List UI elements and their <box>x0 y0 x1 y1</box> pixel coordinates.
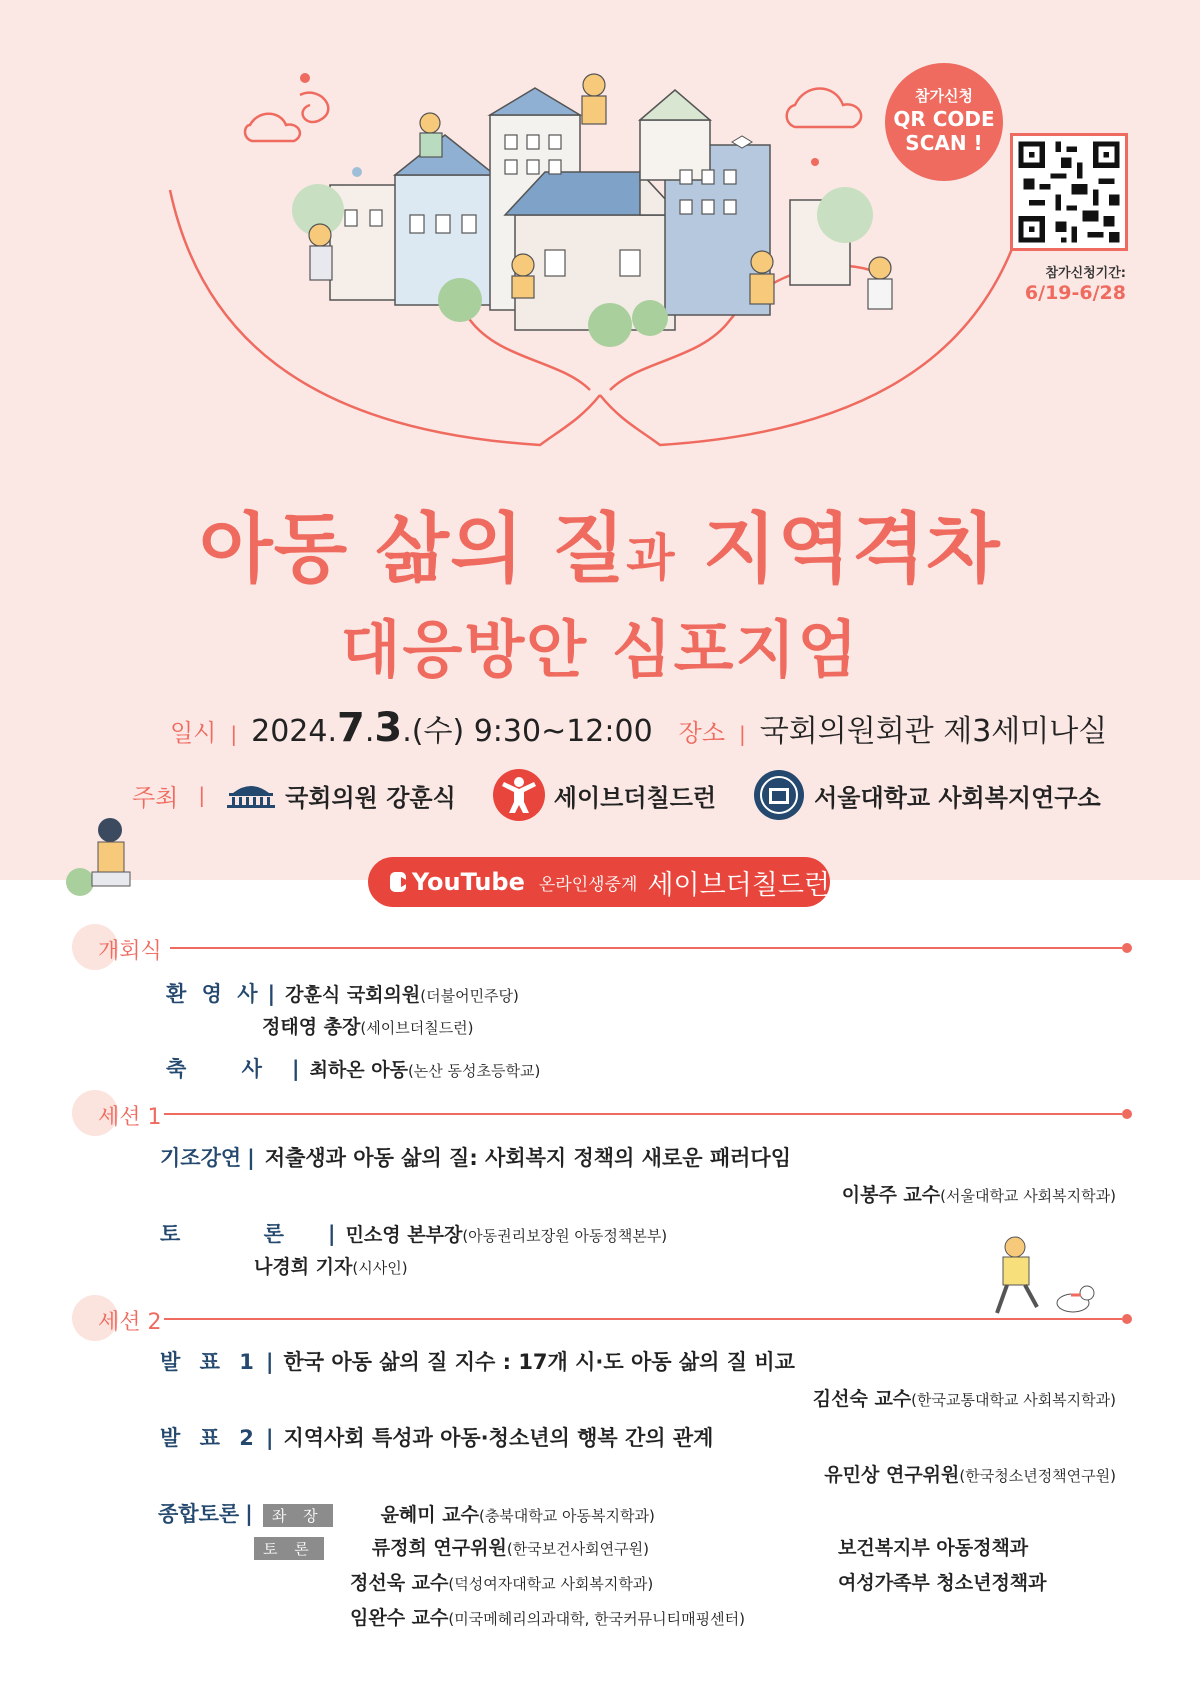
presenter-2-name: 유민상 연구위원 <box>824 1464 960 1486</box>
discussant-2-affiliation: (시사인) <box>352 1259 408 1277</box>
chair-name: 윤혜미 교수 <box>380 1504 479 1526</box>
host-org-2: 세이브더칠드런 <box>553 783 717 812</box>
national-assembly-icon <box>225 781 277 809</box>
section-line-end <box>1122 1109 1132 1119</box>
keynote-topic: 저출생과 아동 삶의 질: 사회복지 정책의 새로운 패러다임 <box>264 1146 791 1170</box>
panelist-2-name: 정선욱 교수 <box>350 1572 449 1594</box>
title-part-a: 아동 삶의 질 <box>199 504 627 593</box>
presentation-2-row <box>160 1422 713 1452</box>
section-line-end <box>1122 1314 1132 1324</box>
qr-code[interactable] <box>1010 133 1128 251</box>
badge-line-1: 참가신청 <box>915 87 973 105</box>
qr-code-pattern <box>1013 136 1125 248</box>
divider-bar: | <box>739 722 746 746</box>
presentation-1-speaker <box>813 1384 1116 1411</box>
congrats-row <box>166 1053 540 1083</box>
congrats-key: 축 사 <box>166 1057 286 1081</box>
youtube-wordmark: YouTube <box>411 868 525 896</box>
panel-key: 종합토론 <box>158 1502 240 1526</box>
event-info-line <box>170 705 1107 749</box>
date-month: 7 <box>337 705 365 751</box>
sitting-child-illustration <box>62 812 142 902</box>
presentation-2-topic: 지역사회 특성과 아동·청소년의 행복 간의 관계 <box>283 1426 714 1450</box>
key-separator: | <box>267 982 276 1006</box>
date-label: 일시 <box>170 719 217 747</box>
youtube-live-banner[interactable] <box>368 857 830 907</box>
title-part-c: 지역격차 <box>675 504 1001 593</box>
place-value: 국회의원회관 제3세미나실 <box>759 714 1108 749</box>
panel-chair-row <box>158 1498 655 1528</box>
hosts-line <box>132 770 1101 820</box>
keynote-row <box>160 1142 791 1172</box>
presentation-1-row <box>160 1346 795 1376</box>
key-separator: | <box>291 1057 300 1081</box>
panelist-3-affiliation: (미국메헤리의과대학, 한국커뮤니티매핑센터) <box>448 1610 745 1628</box>
panelist-1-affiliation: (한국보건사회연구원) <box>506 1540 649 1558</box>
date-rest: .(수) 9:30~12:00 <box>402 714 653 749</box>
key-separator: | <box>327 1222 336 1246</box>
place-label: 장소 <box>678 719 726 747</box>
welcome-row-1 <box>166 978 519 1008</box>
welcome-row-2 <box>262 1012 474 1039</box>
key-separator: | <box>265 1426 274 1450</box>
presenter-1-affiliation: (한국교통대학교 사회복지학과) <box>911 1391 1116 1409</box>
section-line <box>164 1318 1122 1320</box>
section-title: 세션 2 <box>98 1310 162 1335</box>
welcome-2-name: 정태영 총장 <box>262 1016 361 1038</box>
qr-signup-badge <box>885 63 1003 181</box>
discussant-2-name: 나경희 기자 <box>254 1256 353 1278</box>
title-part-b: 과 <box>626 529 676 587</box>
panelist-1-name: 류정희 연구위원 <box>371 1537 507 1559</box>
date-day: 3 <box>374 705 403 751</box>
government-panelist-1: 보건복지부 아동정책과 <box>838 1537 1029 1559</box>
section-2-header <box>72 1295 1132 1341</box>
welcome-2-affiliation: (세이브더칠드런) <box>360 1019 474 1037</box>
presentation-2-speaker <box>824 1460 1116 1487</box>
welcome-key: 환 영 사 <box>166 982 262 1006</box>
badge-line-2: QR CODE <box>893 107 995 131</box>
chair-affiliation: (충북대학교 아동복지학과) <box>478 1507 655 1525</box>
key-separator: | <box>245 1502 253 1526</box>
presentation-2-key: 발 표 2 <box>160 1426 260 1450</box>
hosts-label: 주최 <box>132 783 179 812</box>
panelist-row-1 <box>254 1533 649 1560</box>
discussion-key: 토 론 <box>160 1222 322 1246</box>
key-separator: | <box>247 1146 255 1170</box>
discussion-row-1 <box>160 1218 667 1248</box>
panelist-3-name: 임완수 교수 <box>350 1607 449 1629</box>
keynote-key: 기조강연 <box>160 1146 242 1170</box>
panelist-2-affiliation: (덕성여자대학교 사회복지학과) <box>448 1575 654 1593</box>
section-opening-header <box>72 924 1132 970</box>
signup-period: 6/19-6/28 <box>1024 282 1126 304</box>
date-dot: . <box>364 714 375 749</box>
keynote-speaker <box>842 1180 1116 1207</box>
discussant-1-affiliation: (아동권리보장원 아동정책본부) <box>462 1227 668 1245</box>
section-line <box>170 947 1122 949</box>
signup-period-label: 참가신청기간: <box>1045 266 1126 281</box>
keynote-speaker-name: 이봉주 교수 <box>841 1184 941 1206</box>
host-org-3: 서울대학교 사회복지연구소 <box>814 783 1101 812</box>
divider-bar: | <box>230 722 238 746</box>
presenter-1-name: 김선숙 교수 <box>812 1388 912 1410</box>
presentation-1-key: 발 표 1 <box>160 1350 260 1374</box>
date-year: 2024. <box>251 714 338 749</box>
welcome-1-name: 강훈식 국회의원 <box>285 984 421 1006</box>
key-separator: | <box>265 1350 274 1374</box>
keynote-speaker-affiliation: (서울대학교 사회복지학과) <box>940 1187 1116 1205</box>
live-stream-label: 온라인생중계 <box>538 874 638 895</box>
panelist-tag: 토 론 <box>254 1537 324 1560</box>
congrats-affiliation: (논산 동성초등학교) <box>407 1062 541 1080</box>
divider-bar: | <box>198 783 206 807</box>
discussant-1-name: 민소영 본부장 <box>345 1224 463 1246</box>
government-panelist-2: 여성가족부 청소년정책과 <box>838 1572 1047 1594</box>
panelist-row-2 <box>350 1568 653 1595</box>
main-title-line-1 <box>0 488 1200 597</box>
youtube-channel: 세이브더칠드런 <box>647 869 830 901</box>
congrats-name: 최하온 아동 <box>309 1059 408 1081</box>
panelist-row-3 <box>350 1603 745 1630</box>
main-title-line-2: 대응방안 심포지엄 <box>340 613 860 686</box>
discussion-row-2 <box>254 1252 408 1279</box>
presentation-1-topic: 한국 아동 삶의 질 지수 : 17개 시·도 아동 삶의 질 비교 <box>283 1350 795 1374</box>
chair-tag: 좌 장 <box>263 1504 333 1527</box>
snu-emblem-icon <box>752 768 806 822</box>
section-title: 세션 1 <box>98 1105 162 1130</box>
host-org-1: 국회의원 강훈식 <box>285 783 456 812</box>
welcome-1-affiliation: (더불어민주당) <box>420 987 519 1005</box>
save-the-children-icon <box>492 768 546 822</box>
presenter-2-affiliation: (한국청소년정책연구원) <box>959 1467 1116 1485</box>
badge-line-3: SCAN ! <box>905 131 983 155</box>
section-line <box>164 1113 1122 1115</box>
section-line-end <box>1122 943 1132 953</box>
youtube-play-icon <box>390 872 406 892</box>
section-1-header <box>72 1090 1132 1136</box>
section-title: 개회식 <box>98 939 162 964</box>
